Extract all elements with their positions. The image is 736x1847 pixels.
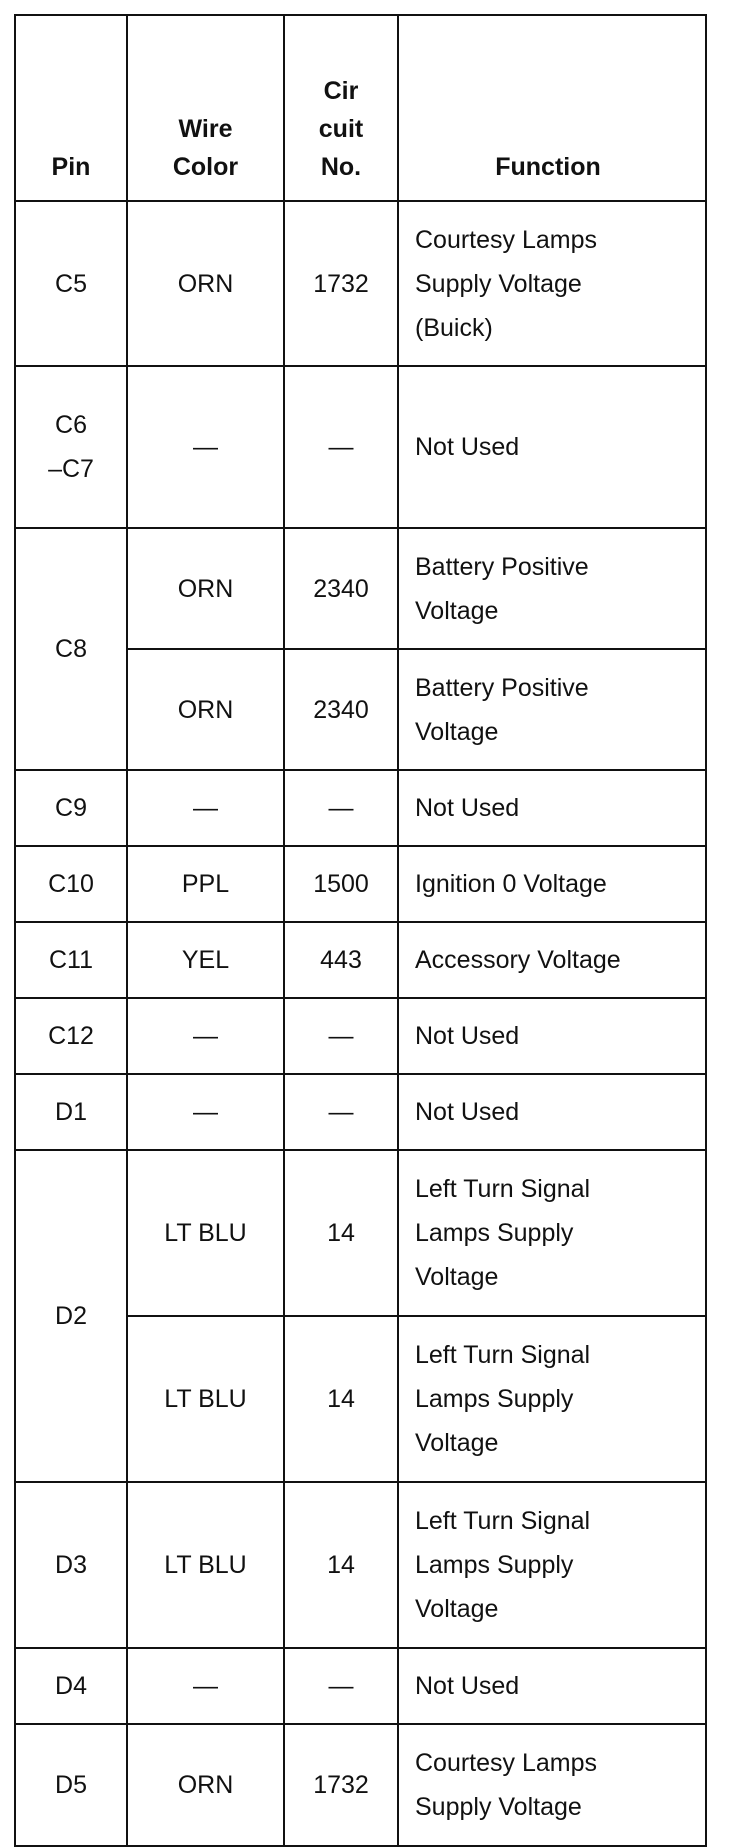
pin-cell: C8 (15, 528, 127, 770)
wire-color-cell: — (127, 770, 284, 846)
circuit-no-cell: — (284, 770, 398, 846)
circuit-no-cell: 14 (284, 1316, 398, 1482)
wire-color-cell: ORN (127, 528, 284, 649)
pin-cell: C10 (15, 846, 127, 922)
pin-cell: D1 (15, 1074, 127, 1150)
table-row (15, 998, 706, 1074)
function-cell: Accessory Voltage (398, 922, 706, 998)
wire-color-cell: YEL (127, 922, 284, 998)
circuit-no-cell: 14 (284, 1150, 398, 1316)
pin-cell: C12 (15, 998, 127, 1074)
wire-color-cell: ORN (127, 1724, 284, 1846)
pin-cell: D5 (15, 1724, 127, 1846)
table-row (15, 366, 706, 528)
wire-color-cell: LT BLU (127, 1316, 284, 1482)
function-cell: Not Used (398, 998, 706, 1074)
table-row (15, 770, 706, 846)
circuit-no-cell: — (284, 366, 398, 528)
circuit-no-cell: 443 (284, 922, 398, 998)
function-cell: Battery Positive Voltage (398, 528, 706, 649)
pin-cell: C11 (15, 922, 127, 998)
header-row (15, 15, 706, 201)
table-row (15, 1150, 706, 1316)
circuit-no-cell: 2340 (284, 649, 398, 770)
wire-color-cell: PPL (127, 846, 284, 922)
function-cell: Ignition 0 Voltage (398, 846, 706, 922)
function-cell: Left Turn Signal Lamps Supply Voltage (398, 1316, 706, 1482)
function-cell: Battery Positive Voltage (398, 649, 706, 770)
wire-color-cell: LT BLU (127, 1482, 284, 1648)
table-row (15, 1724, 706, 1846)
table-row (15, 846, 706, 922)
circuit-no-cell: 1500 (284, 846, 398, 922)
function-cell: Left Turn Signal Lamps Supply Voltage (398, 1150, 706, 1316)
table-row (15, 1482, 706, 1648)
pin-cell: D2 (15, 1150, 127, 1482)
pin-cell: D4 (15, 1648, 127, 1724)
circuit-no-cell: — (284, 998, 398, 1074)
pin-cell: C5 (15, 201, 127, 366)
function-cell: Not Used (398, 1648, 706, 1724)
pin-cell: C9 (15, 770, 127, 846)
circuit-no-cell: 1732 (284, 201, 398, 366)
wire-color-cell: — (127, 1074, 284, 1150)
header-wire-color: Wire Color (127, 15, 284, 201)
header-circuit-no: Cir cuit No. (284, 15, 398, 201)
table-row (15, 922, 706, 998)
circuit-no-cell: 1732 (284, 1724, 398, 1846)
table-row (15, 1074, 706, 1150)
pin-cell: C6 –C7 (15, 366, 127, 528)
header-pin: Pin (15, 15, 127, 201)
function-cell: Courtesy Lamps Supply Voltage (398, 1724, 706, 1846)
wire-color-cell: — (127, 998, 284, 1074)
header-function: Function (398, 15, 706, 201)
circuit-no-cell: — (284, 1648, 398, 1724)
wire-color-cell: LT BLU (127, 1150, 284, 1316)
function-cell: Not Used (398, 770, 706, 846)
table-row (15, 528, 706, 649)
pin-cell: D3 (15, 1482, 127, 1648)
table-row (15, 201, 706, 366)
function-cell: Not Used (398, 366, 706, 528)
wire-color-cell: — (127, 366, 284, 528)
function-cell: Left Turn Signal Lamps Supply Voltage (398, 1482, 706, 1648)
circuit-no-cell: 2340 (284, 528, 398, 649)
wire-color-cell: ORN (127, 201, 284, 366)
table-row (15, 1648, 706, 1724)
wire-color-cell: ORN (127, 649, 284, 770)
wire-color-cell: — (127, 1648, 284, 1724)
function-cell: Courtesy Lamps Supply Voltage (Buick) (398, 201, 706, 366)
function-cell: Not Used (398, 1074, 706, 1150)
circuit-no-cell: — (284, 1074, 398, 1150)
pin-table (14, 14, 707, 1847)
circuit-no-cell: 14 (284, 1482, 398, 1648)
